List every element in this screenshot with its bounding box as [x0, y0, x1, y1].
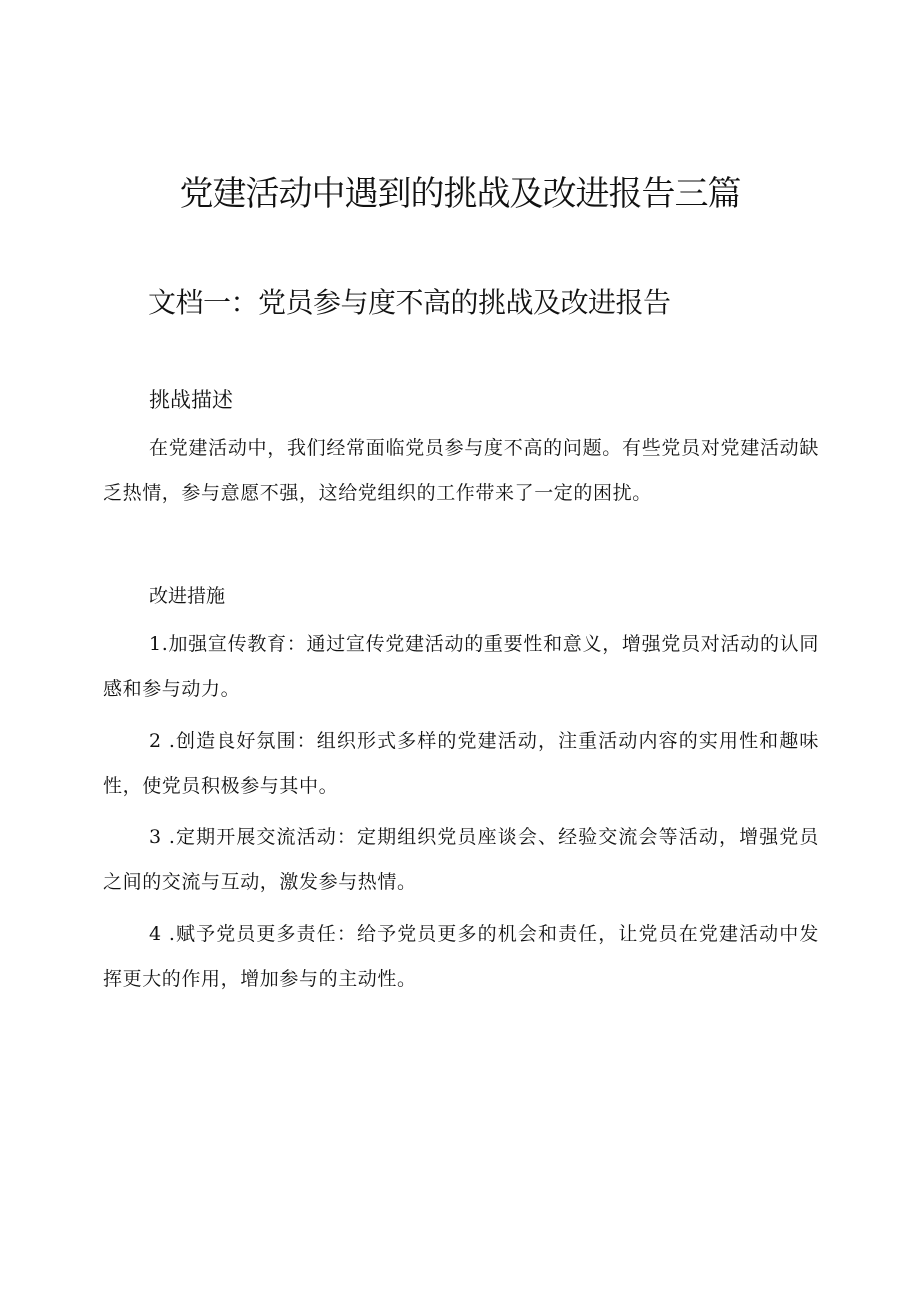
challenge-heading: 挑战描述: [149, 388, 233, 412]
challenge-paragraph: 在党建活动中，我们经常面临党员参与度不高的问题。有些党员对党建活动缺乏热情，参与意愿不强，这给党组织的工作带来了一定的困扰。: [103, 437, 819, 504]
measure-item-2: 2 .创造良好氛围：组织形式多样的党建活动，注重活动内容的实用性和趣味性，使党员积极参与其中。: [103, 730, 819, 797]
measure-item-3: 3 .定期开展交流活动：定期组织党员座谈会、经验交流会等活动，增强党员之间的交流与互动，激发参与热情。: [103, 826, 819, 893]
measure-item-1: 1.加强宣传教育：通过宣传党建活动的重要性和意义，增强党员对活动的认同感和参与动力。: [103, 633, 819, 700]
measures-heading: 改进措施: [149, 585, 226, 607]
document-title: 党建活动中遇到的挑战及改进报告三篇: [179, 174, 741, 214]
measure-item-4: 4 .赋予党员更多责任：给予党员更多的机会和责任，让党员在党建活动中发挥更大的作用，增加参与的主动性。: [103, 923, 819, 990]
doc1-heading: 文档一：党员参与度不高的挑战及改进报告: [148, 286, 671, 319]
